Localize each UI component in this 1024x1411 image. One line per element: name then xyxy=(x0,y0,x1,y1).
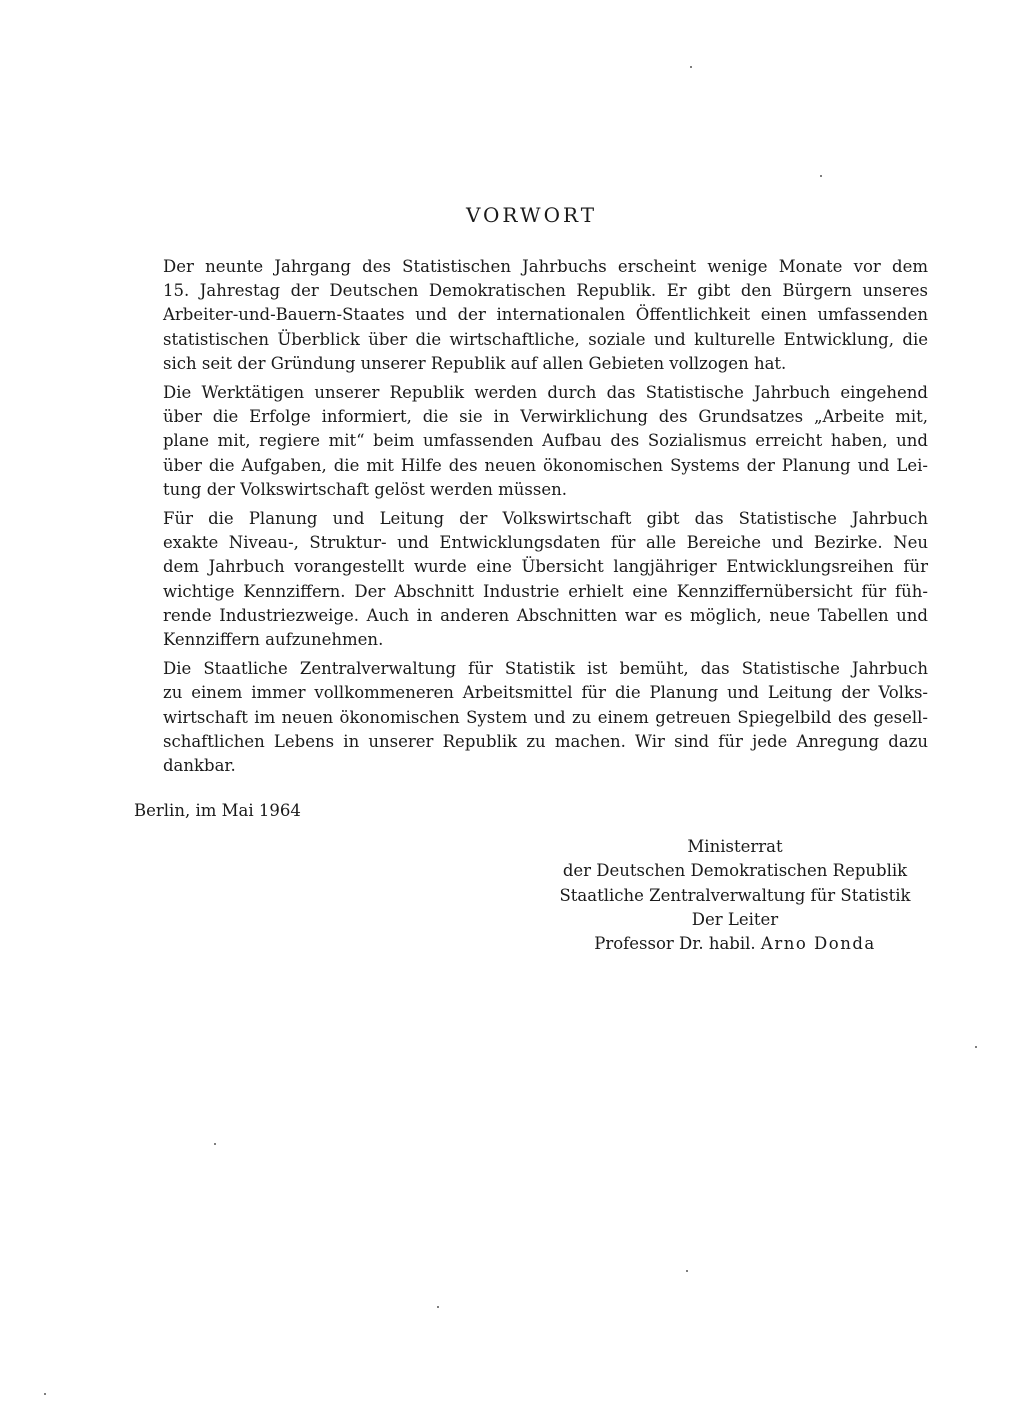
scan-speck xyxy=(44,1393,46,1395)
foreword-body xyxy=(134,255,928,783)
signature-line: Der Leiter xyxy=(691,909,779,929)
text-line: Für die Planung und Leitung der Volkswirtschaft gibt das Statistische Jahrbuch xyxy=(163,509,928,529)
text-line: Die Staatliche Zentralverwaltung für Statistik ist bemüht, das Statistische Jahrbuch xyxy=(163,659,928,679)
signatory-title: Professor Dr. habil. xyxy=(594,934,756,954)
signature-block xyxy=(500,835,970,956)
scan-speck xyxy=(686,1270,688,1272)
signature-line xyxy=(500,932,970,956)
text-line: tung der Volkswirtschaft gelöst werden müssen. xyxy=(163,479,568,499)
text-line: plane mit, regiere mit“ beim umfassenden Aufbau des Sozialismus erreicht haben, und xyxy=(163,431,928,451)
page-title: VORWORT xyxy=(465,203,598,228)
paragraph-1 xyxy=(134,255,928,376)
scan-speck xyxy=(690,66,692,68)
text-line: Der neunte Jahrgang des Statistischen Jahrbuchs erscheint wenige Monate vor dem xyxy=(163,257,928,276)
paragraph-3 xyxy=(134,507,928,652)
text-line: statistischen Überblick über die wirtschaftliche, soziale und kulturelle Entwicklung, die xyxy=(163,329,928,349)
text-line: Die Werktätigen unserer Republik werden durch das Statistische Jahrbuch eingehend xyxy=(163,383,928,403)
text-line: rende Industriezweige. Auch in anderen Abschnitten war es möglich, neue Tabellen und xyxy=(163,605,928,625)
scan-speck xyxy=(437,1306,439,1308)
paragraph-4 xyxy=(134,657,928,778)
scan-speck xyxy=(214,1143,216,1145)
signature-line: Staatliche Zentralverwaltung für Statistik xyxy=(559,885,911,905)
scan-speck xyxy=(820,175,822,177)
text-line: 15. Jahrestag der Deutschen Demokratischen Republik. Er gibt den Bürgern unseres xyxy=(163,281,928,301)
text-line: Kennziffern aufzunehmen. xyxy=(163,630,384,650)
text-line: über die Aufgaben, die mit Hilfe des neuen ökonomischen Systems der Planung und Lei- xyxy=(163,455,928,475)
signatory-name: Arno Donda xyxy=(760,934,876,954)
text-line: dankbar. xyxy=(163,756,236,776)
text-line: über die Erfolge informiert, die sie in Verwirklichung des Grundsatzes „Arbeite mit, xyxy=(163,407,928,427)
text-line: schaftlichen Lebens in unserer Republik zu machen. Wir sind für jede Anregung dazu xyxy=(163,731,928,751)
text-line: wirtschaft im neuen ökonomischen System und zu einem getreuen Spiegelbild des gesell- xyxy=(163,707,928,727)
text-line: Arbeiter-und-Bauern-Staates und der internationalen Öffentlichkeit einen umfassenden xyxy=(163,305,928,325)
text-line: exakte Niveau-, Struktur- und Entwicklungsdaten für alle Bereiche und Bezirke. Neu xyxy=(163,533,928,553)
text-line: sich seit der Gründung unserer Republik auf allen Gebieten vollzogen hat. xyxy=(163,353,787,373)
signature-line: Ministerrat xyxy=(687,837,783,856)
text-line: zu einem immer vollkommeneren Arbeitsmittel für die Planung und Leitung der Volks- xyxy=(163,683,928,703)
scan-speck xyxy=(975,1046,977,1048)
place-date: Berlin, im Mai 1964 xyxy=(134,801,301,820)
text-line: dem Jahrbuch vorangestellt wurde eine Übersicht langjähriger Entwicklungsreihen für xyxy=(163,557,928,577)
text-line: wichtige Kennziffern. Der Abschnitt Industrie erhielt eine Kennziffernübersicht für füh- xyxy=(163,581,928,601)
signature-line: der Deutschen Demokratischen Republik xyxy=(562,861,908,881)
paragraph-2 xyxy=(134,381,928,502)
